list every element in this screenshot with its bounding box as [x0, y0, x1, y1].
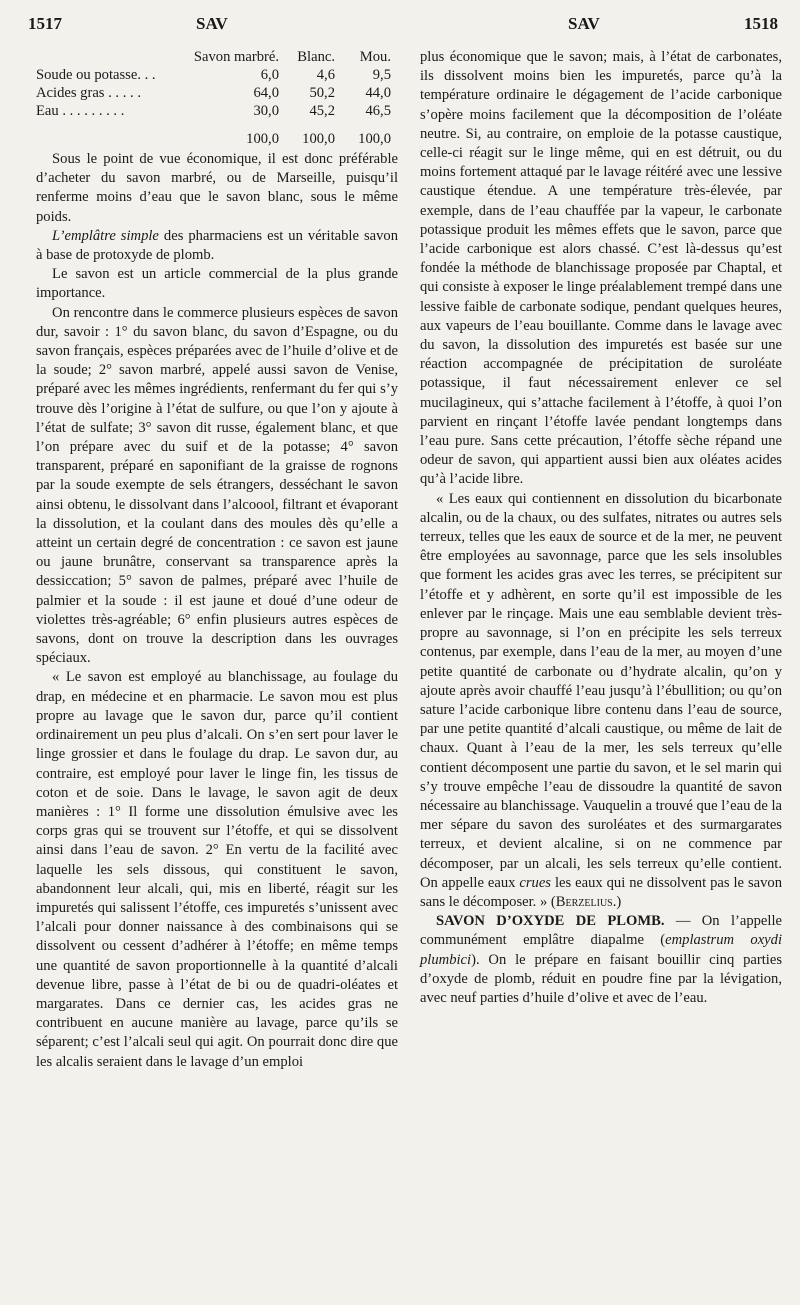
right-running-head: SAV	[568, 14, 600, 33]
left-column	[36, 48, 398, 1072]
left-running-head: SAV	[196, 14, 228, 33]
table-row: Acides gras . . . . . 64,0 50,2 44,0	[36, 85, 391, 101]
paragraph: On rencontre dans le commerce plusieurs espèces de savon dur, savoir : 1° du savon blanc, du savon d’Espagne, ou du savon français, espèces préparées avec de l’huile d’olive et de la soude; 2° savon marbré, appelé aussi savon de Venise, préparé avec les mêmes ingrédients, renfermant du fer qui s’y trouve dès l’origine à l’état de sulfure, ou que l’on y ajoute à l’état de sulfate; 3° savon dit russe, également blanc, et que l’on prépare avec du suif et de la potasse; 4° savon transparent, préparé en saponifiant de la graisse de rognons par la soude exempte de sels étrangers, desséchant le savon ainsi obtenu, le dissolvant dans l’alcoool, filtrant et évaporant la dissolution, et la coulant dans des moules dès qu’elle a atteint un certain degré de concentration : ce savon est jaune ou jaune brunâtre, conservant sa transparence après la dessiccation; 5° savon de palmes, préparé avec l’huile de palmier et la soude : il est jaune et doué d’une odeur de violettes très-agréable; 6° enfin plusieurs autres espèces de savons, dont on trouve la description dans les ouvrages spéciaux.	[36, 304, 398, 667]
dictionary-entry: SAVON D’OXYDE DE PLOMB. — On l’appelle communément emplâtre diapalme (emplastrum oxydi plumbici). On le prépare en faisant bouillir cinq parties d’oxyde de plomb, réduit en poudre fine par la lévigation, avec neuf parties d’huile d’olive et avec de l’eau.	[420, 913, 782, 1006]
table-row: Soude ou potasse. . . 6,0 4,6 9,5	[36, 67, 391, 83]
paragraph: plus économique que le savon; mais, à l’état de carbonates, ils dissolvent moins bien les impuretés, parce qu’à la température ordinaire le dégagement de l’acide carbonique s’opère moins facilement que la décomposition de l’oléate neutre. Si, au contraire, on emploie de la potasse caustique, celle-ci réagit sur le linge même, qui en est détruit, ou du moins fortement attaqué par le lavage réitéré avec une lessive caustique étendue. A une température très-élevée, par exemple, dans de l’eau chauffée par la vapeur, le carbonate potassique produit les mêmes effets que le savon, parce que l’acide carbonique est alors chassé. C’est là-dessus qu’est fondée la méthode de blanchissage proposée par Chaptal, et qui consiste à exposer le linge préalablement trempé dans une lessive faible de carbonate sodique, pendant quelques heures, aux vapeurs de l’eau bouillante. Comme dans le lavage avec du savon, la dissolution des impuretés est basée sur une réaction accompagnée de précipitation de suroléate potassique, il faut nécessairement enlever ce sel mucilagineux, qui s’attache facilement à l’étoffe, à quoi l’on parvient en rinçant l’étoffe lavée pendant longtemps dans l’eau pure. Sans cette précaution, l’étoffe sèche répand une odeur de savon, qui appartient aussi bien aux oléates acides qu’à l’acide libre.	[420, 49, 782, 488]
paragraph: L’emplâtre simple des pharmaciens est un véritable savon à base de protoxyde de plomb.	[36, 227, 398, 264]
page-header	[0, 8, 800, 38]
paragraph: « Les eaux qui contiennent en dissolution du bicarbonate alcalin, ou de la chaux, ou des sulfates, nitrates ou autres sels terreux, telles que les eaux de source et de la mer, ne peuvent être employées au savonnage, parce que les sels insolubles que forment les acides gras avec les terres, se précipitent sur l’étoffe et y adhèrent, en sorte qu’il est impossible de les enlever par le rinçage. Mais une eau semblable devient très-propre au savonnage, si l’on en précipite les sels terreux contenus, par exemple, dans l’eau de la mer, au moyen d’une petite quantité de carbonate ou d’hydrate alcalin, qu’on y ajoute après avoir chauffé l’eau jusqu’à l’ébullition; ou qu’on sature l’acide carbonique libre contenu dans l’eau de source, par une petite quantité d’alcali caustique, ou même de lait de chaux. Quant à l’eau de la mer, les sels terreux qu’elle contient décomposent une partie du savon, et le sel marin qui s’y trouve empêche l’eau de dissoudre la quantité de savon nécessaire au blanchissage. Vauquelin a trouvé que l’eau de la mer sépare du savon des suroléates et des surmargarates terreux, et devient alcaline, si on ne commence par décomposer, par un alcali, les sels terreux qu’elle contient. On appelle eaux crues les eaux qui ne dissolvent pas le savon sans le décomposer. » (Berzelius.)	[420, 490, 782, 910]
table-row: Eau . . . . . . . . . 30,0 45,2 46,5	[36, 103, 391, 119]
paragraph: « Le savon est employé au blanchissage, au foulage du drap, en médecine et en pharmacie. Le savon mou est plus propre au lavage que le savon dur, parce qu’il contient ordinairement un peu plus d’alcali. On s’en sert pour laver le linge grossier et dans le foulage du drap. Le savon dur, au contraire, est employé pour laver le linge fin, les tissus de coton et de soie. Dans le lavage, le savon agit de deux manières : 1° Il forme une dissolution émulsive avec les corps gras qui se trouvent sur l’étoffe, et qui se dissolvent ainsi dans l’eau de savon. 2° En vertu de la facilité avec laquelle les sels dissous, qui constituent le savon, abandonnent leur alcali, qui, mis en liberté, réagit sur les impuretés qui salissent l’étoffe, ces impuretés s’unissent avec l’alcali pour donner naissance à des combinaisons qui se dissolvent ou cessent d’adhérer à l’étoffe; en même temps une quantité de savon proportionnelle à la quantité d’alcali devenue libre, passe à l’état de bi ou de quadri-oléates et margarates. Dans ce dernier cas, les acides gras ne contribuent en aucune manière au lavage, parce qu’ils se séparent; c’est l’alcali seul qui agit. On pourrait donc dire que les alcalis seraient dans le lavage d’un emploi	[36, 669, 398, 1070]
right-column	[420, 48, 782, 1008]
column-header: Savon marbré.	[193, 49, 279, 65]
left-page-number: 1517	[28, 14, 62, 33]
entry-heading: SAVON D’OXYDE DE PLOMB.	[436, 913, 665, 930]
column-header: Blanc.	[297, 49, 335, 65]
table-total-row: 100,0 100,0 100,0	[246, 131, 391, 147]
paragraph: Sous le point de vue économique, il est donc préférable d’acheter du savon marbré, ou de Marseille, puisqu’il renferme moins d’eau que le savon blanc, sous le même poids.	[36, 151, 398, 225]
right-page-number: 1518	[744, 14, 778, 33]
paragraph: Le savon est un article commercial de la plus grande importance.	[36, 266, 398, 302]
composition-table	[36, 48, 391, 148]
table-header-row	[36, 48, 391, 66]
column-header: Mou.	[359, 49, 391, 65]
